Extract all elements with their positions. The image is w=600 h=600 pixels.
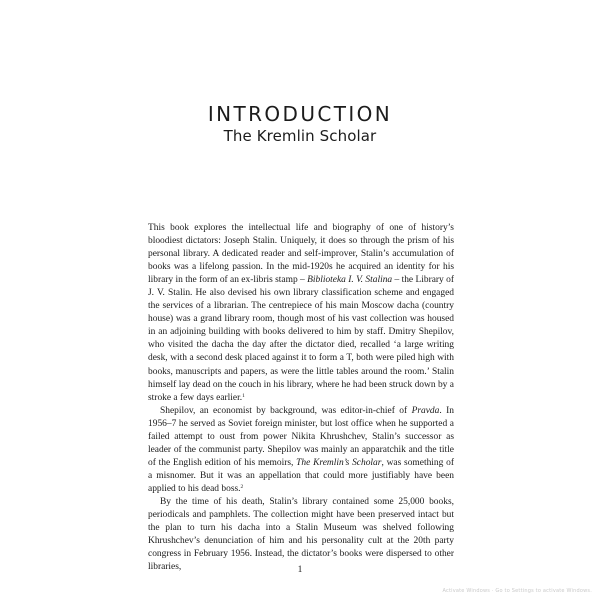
italic-title: The Kremlin’s Scholar (296, 457, 382, 468)
paragraph (148, 405, 454, 496)
text-run: , was something of a misnomer. But it was an appellation that could more justifiably have been applied to his dead boss. (148, 457, 454, 494)
watermark-text: Activate Windows · Go to Settings to activate Windows. (442, 588, 592, 594)
text-run: . In 1956–7 he served as Soviet foreign minister, but lost office when he supported a failed attempt to oust from power Nikita Khrushchev, Stalin’s successor as leader of the communist party. Shepilov was mainly an apparatchik and the title of the English edition of his memoirs, (148, 405, 454, 468)
footnote-marker: 1 (242, 392, 245, 399)
paragraph (148, 222, 454, 405)
page-number: 1 (297, 565, 303, 575)
text-run: – the Library of J. V. Stalin. He also devised his own library classification scheme and engaged the services of a librarian. The centrepiece of his main Moscow dacha (country house) was a grand library room, though most of his vast collection was housed in an adjoining building with books delivered to him by staff. Dmitry Shepilov, who visited the dacha the day after the dictator died, recalled ‘a large writing desk, with a second desk placed against it to form a T, both were piled high with books, manuscripts and papers, as were the little tables around the room.’ Stalin himself lay dead on the couch in his library, where he had been struck down by a stroke a few days earlier. (148, 275, 454, 403)
chapter-subtitle: The Kremlin Scholar (223, 127, 377, 145)
paragraph (148, 496, 454, 574)
footnote-marker: 2 (240, 483, 244, 490)
text-run: By the time of his death, Stalin’s library contained some 25,000 books, periodicals and pamphlets. The collection might have been preserved intact but the plan to turn his dacha into a Stalin Museum was shelved following Khrushchev’s denunciation of him and his personality cult at the 20th party congress in February 1956. Instead, the dictator’s books were dispersed to other libraries, (148, 496, 454, 573)
text-run: This book explores the intellectual life and biography of one of history’s bloodiest dictators: Joseph Stalin. Uniquely, it does so through the prism of his personal library. A dedicated reader and self-improver, Stalin’s accumulation of books was a lifelong passion. In the mid-1920s he acquired an identity for his library in the form of an ex-libris stamp – (148, 223, 454, 286)
body-text (148, 222, 454, 574)
italic-title: Biblioteka I. V. Stalina (307, 275, 393, 286)
italic-title: Pravda (411, 405, 440, 416)
chapter-heading (0, 102, 600, 146)
text-run: Shepilov, an economist by background, was editor-in-chief of (160, 405, 412, 416)
chapter-label: INTRODUCTION (207, 102, 393, 126)
